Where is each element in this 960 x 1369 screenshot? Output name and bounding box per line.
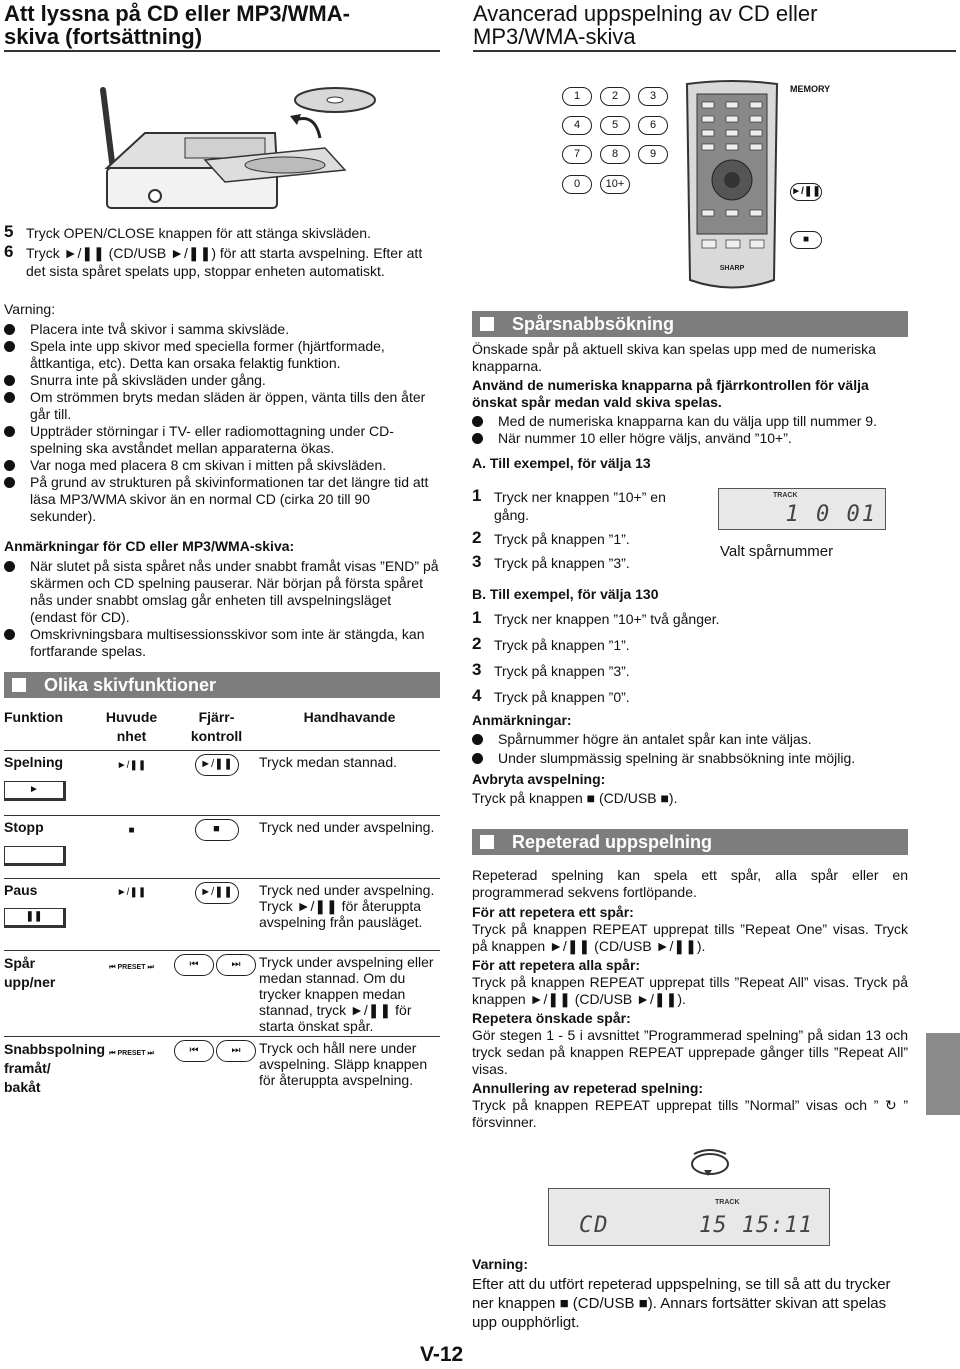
row-func-cell	[4, 754, 89, 815]
repeat-intro: Repeterad spelning kan spela ett spår, alla spår eller en programmerad sekvens fortlöpande.	[472, 867, 908, 900]
repeat-one-title: För att repetera ett spår:	[472, 904, 634, 920]
row-func: Paus	[4, 882, 38, 898]
section-square-icon	[480, 835, 494, 849]
step-5	[4, 224, 440, 242]
top-steps	[4, 224, 440, 280]
bottom-warning-title: Varning:	[472, 1256, 529, 1272]
lcd-caption: Valt spårnummer	[720, 543, 834, 560]
warning-item: Snurra inte på skivsläden under gång.	[4, 372, 440, 389]
example-b-step	[472, 662, 912, 680]
row-func: Spelning	[4, 754, 64, 770]
section-repeat-title: Repeterad uppspelning	[512, 832, 713, 852]
table-row	[4, 815, 440, 878]
step-num: 2	[472, 528, 482, 547]
num-key-5[interactable]: 5	[600, 116, 630, 135]
track-search-body	[472, 341, 912, 472]
track-notes-item: Spårnummer högre än antalet spår kan inte väljas.	[472, 731, 912, 748]
remote-fast-forward-key[interactable]: ⏭	[216, 1040, 256, 1062]
function-table-header	[4, 708, 440, 750]
display-pause-indicator: ❚❚	[4, 908, 66, 928]
row-func: Spår upp/ner	[4, 955, 56, 990]
lcd-track-value: 1 0 01	[785, 502, 877, 527]
step-num: 2	[472, 634, 482, 653]
right-title-line2: MP3/WMA-skiva	[473, 24, 636, 49]
num-key-2[interactable]: 2	[600, 87, 630, 106]
cancel-playback-title: Avbryta avspelning:	[472, 771, 606, 787]
step-num: 3	[472, 660, 482, 679]
repeat-all-text: Tryck på knappen REPEAT upprepat tills ”Repeat All” visas. Tryck på knappen ►/❚❚ (CD/USB ►/❚❚).	[472, 974, 908, 1007]
track-lcd-display	[718, 488, 886, 530]
step-num: 1	[472, 486, 482, 505]
header-main-unit	[89, 708, 174, 750]
example-b-step	[472, 688, 912, 706]
num-key-9[interactable]: 9	[638, 145, 668, 164]
bottom-warning-text: Efter att du utfört repeterad uppspelning, se till så att du trycker ner knappen ■ (CD/USB ■). Annars fortsätter skivan att spelas upp oupphörligt.	[472, 1276, 891, 1331]
left-title-line2: skiva (fortsättning)	[4, 24, 203, 49]
section-repeat	[472, 829, 908, 855]
warning-item: På grund av strukturen på skivinformationen tar det längre tid att läsa MP3/WMA skivor än en normal CD (cirka 20 till 90 sekunder).	[4, 474, 440, 525]
num-key-3[interactable]: 3	[638, 87, 668, 106]
table-row	[4, 1036, 440, 1120]
section-disc-functions	[4, 672, 440, 698]
step-num: 4	[472, 686, 482, 705]
num-key-6[interactable]: 6	[638, 116, 668, 135]
remote-stop-button[interactable]: ■	[790, 231, 822, 249]
lcd-track-time: 15 15:11	[699, 1213, 813, 1238]
remote-skip-keys	[174, 954, 259, 1036]
remote-cell	[174, 882, 259, 950]
warning-item: Var noga med placera 8 cm skivan i mitten på skivsläden.	[4, 457, 440, 474]
section-track-search	[472, 311, 908, 337]
step-text: Tryck på knappen ”3”.	[494, 555, 630, 571]
track-notes-item: Under slumpmässig spelning är snabbsökning inte möjlig.	[472, 750, 912, 767]
example-a-step	[472, 530, 702, 548]
row-func-cell	[4, 819, 89, 878]
memory-label: MEMORY	[790, 84, 831, 94]
lcd-source: CD	[579, 1213, 610, 1238]
main-preset-buttons[interactable]: ⏮ PRESET ⏭	[109, 964, 154, 971]
bottom-warning	[472, 1256, 912, 1332]
header-main-unit-line2: nhet	[116, 728, 147, 744]
row-operation: Tryck och håll nere under avspelning. Släpp knappen för återuppta avspelning.	[259, 1040, 428, 1088]
cancel-playback-text: Tryck på knappen ■ (CD/USB ■).	[472, 790, 678, 806]
num-key-10plus[interactable]: 10+	[600, 175, 630, 194]
example-b-step	[472, 610, 912, 628]
example-a-step	[472, 554, 702, 572]
track-intro: Önskade spår på aktuell skiva kan spelas upp med de numeriska knapparna.	[472, 341, 876, 374]
preset-label: PRESET	[117, 964, 146, 971]
left-title-rule	[4, 50, 440, 52]
remote-cell	[174, 819, 259, 878]
left-page-title	[4, 2, 350, 48]
left-title-line1: Att lyssna på CD eller MP3/WMA-	[4, 1, 350, 26]
remote-play-pause-button[interactable]: ►/❚❚	[790, 183, 822, 201]
step-6	[4, 244, 440, 280]
section-track-search-title: Spårsnabbsökning	[512, 314, 675, 334]
example-a-steps	[472, 488, 702, 572]
main-play-pause-button[interactable]: ►/❚❚	[116, 887, 147, 898]
num-key-8[interactable]: 8	[600, 145, 630, 164]
section-square-icon	[480, 317, 494, 331]
num-key-1[interactable]: 1	[562, 87, 592, 106]
remote-rewind-key[interactable]: ⏮	[174, 1040, 214, 1062]
step-num: 3	[472, 552, 482, 571]
section-square-icon	[12, 678, 26, 692]
preset-label: PRESET	[117, 1050, 146, 1057]
example-a-title: A. Till exempel, för välja 13	[472, 455, 651, 471]
cd-notes-item: När slutet på sista spåret nås under snabbt framåt visas ”END” på skärmen och CD spelning pauserar. När början på första spåret nås under snabbt omslag går enheten till avspelningsläget (endast för CD).	[4, 558, 440, 626]
table-row	[4, 750, 440, 815]
right-title-line1: Avancerad uppspelning av CD eller	[473, 1, 818, 26]
track-notes-title: Anmärkningar:	[472, 712, 572, 728]
warning-item: Uppträder störningar i TV- eller radiomottagning under CD-spelning ska avståndet mellan apparaterna ökas.	[4, 423, 440, 457]
warning-item: Placera inte två skivor i samma skivsläde.	[4, 321, 440, 338]
lcd-track-label: TRACK	[773, 492, 798, 499]
row-operation: Tryck ned under avspelning. Tryck ►/❚❚ för återuppta avspelning från pausläget.	[259, 882, 435, 930]
remote-search-keys	[174, 1040, 259, 1120]
row-operation: Tryck medan stannad.	[259, 754, 397, 770]
warning-item: Spela inte upp skivor med speciella former (hjärtformade, åttkantiga, etc). Detta kan orsaka felaktig funktion.	[4, 338, 440, 372]
remote-stop-key[interactable]: ■	[195, 819, 239, 841]
remote-brand: SHARP	[719, 265, 745, 272]
main-preset-buttons[interactable]: ⏮ PRESET ⏭	[109, 1050, 154, 1057]
right-title-rule	[473, 50, 956, 52]
display-stop-indicator	[4, 846, 66, 866]
example-a-step	[472, 488, 702, 524]
warning-item: Om strömmen bryts medan släden är öppen, vänta tills den åter går till.	[4, 389, 440, 423]
num-key-7[interactable]: 7	[562, 145, 592, 164]
section-disc-functions-title: Olika skivfunktioner	[44, 675, 217, 695]
track-note-item: Med de numeriska knapparna kan du välja upp till nummer 9.	[472, 413, 912, 430]
repeat-one-text: Tryck på knappen REPEAT upprepat tills ”Repeat One” visas. Tryck på knappen ►/❚❚ (CD/USB ►/❚❚).	[472, 921, 908, 954]
example-b-title: B. Till exempel, för välja 130	[472, 586, 659, 602]
row-operation: Tryck under avspelning eller medan stannad. Om du trycker knappen medan stannad, tryck ►/❚❚ för starta önskat spår.	[259, 954, 434, 1034]
main-stop-button[interactable]: ■	[128, 825, 135, 836]
header-remote	[174, 708, 259, 750]
step-text: Tryck ner knappen ”10+” två gånger.	[494, 611, 720, 627]
warning-title: Varning:	[4, 301, 56, 317]
table-row	[4, 950, 440, 1036]
track-bold-instruction: Använd de numeriska knapparna på fjärrkontrollen för välja önskat spår medan vald skiva spelas.	[472, 377, 869, 410]
remote-control-icon	[682, 80, 782, 295]
display-play-indicator: ►	[4, 781, 66, 801]
row-func: Stopp	[4, 819, 44, 835]
repeat-cancel-title: Annullering av repeterad spelning:	[472, 1080, 704, 1096]
repeat-all-title: För att repetera alla spår:	[472, 957, 641, 973]
main-play-pause-button[interactable]: ►/❚❚	[116, 760, 147, 771]
track-note-item: När nummer 10 eller högre väljs, använd ”10+”.	[472, 430, 912, 447]
cd-unit-illustration	[85, 78, 440, 223]
table-row	[4, 878, 440, 950]
right-page-title	[473, 2, 817, 48]
page-number: V-12	[420, 1343, 464, 1366]
step-6-num: 6	[4, 242, 14, 261]
header-function: Funktion	[4, 709, 64, 725]
repeat-selected-title: Repetera önskade spår:	[472, 1010, 631, 1026]
repeat-cancel-text: Tryck på knappen REPEAT upprepat tills ”Normal” visas och ” ↻ ” försvinner.	[472, 1097, 908, 1130]
example-b-block	[472, 586, 912, 807]
header-main-unit-line1: Huvude	[105, 709, 158, 725]
remote-skip-forward-key[interactable]: ⏭	[216, 954, 256, 976]
side-tab	[926, 1033, 960, 1115]
repeat-body	[472, 867, 908, 1131]
remote-play-pause-key[interactable]: ►/❚❚	[195, 882, 239, 904]
cd-notes-block	[4, 538, 440, 660]
header-operation: Handhavande	[303, 709, 396, 725]
remote-cell	[174, 754, 259, 815]
example-b-step	[472, 636, 912, 654]
step-num: 1	[472, 608, 482, 627]
step-text: Tryck på knappen ”3”.	[494, 663, 630, 679]
num-key-4[interactable]: 4	[562, 116, 592, 135]
function-table	[4, 708, 440, 1120]
repeat-selected-text: Gör stegen 1 - 5 i avsnittet ”Programmerad spelning” på sidan 13 och tryck sedan på knappen REPEAT upprepade gånger tills ”Repeat All” visas.	[472, 1027, 908, 1077]
step-5-text: Tryck OPEN/CLOSE knappen för att stänga skivsläden.	[26, 225, 371, 241]
row-operation: Tryck ned under avspelning.	[259, 819, 435, 835]
num-key-0[interactable]: 0	[562, 175, 592, 194]
cd-notes-title: Anmärkningar för CD eller MP3/WMA-skiva:	[4, 538, 295, 554]
step-text: Tryck på knappen ”0”.	[494, 689, 630, 705]
step-5-num: 5	[4, 222, 14, 241]
step-text: Tryck på knappen ”1”.	[494, 531, 630, 547]
warning-block	[4, 301, 440, 525]
row-func-cell	[4, 882, 89, 950]
step-text: Tryck ner knappen ”10+” en gång.	[494, 489, 666, 523]
step-6-text: Tryck ►/❚❚ (CD/USB ►/❚❚) för att starta avspelning. Efter att det sista spåret spelats upp, stoppar enheten automatiskt.	[26, 245, 423, 279]
remote-skip-back-key[interactable]: ⏮	[174, 954, 214, 976]
step-text: Tryck på knappen ”1”.	[494, 637, 630, 653]
cd-notes-item: Omskrivningsbara multisessionsskivor som inte är stängda, kan fortfarande spelas.	[4, 626, 440, 660]
header-remote-line2: kontroll	[190, 728, 243, 744]
lcd-track-label: TRACK	[715, 1199, 740, 1206]
row-func: Snabbspolning framåt/ bakåt	[4, 1041, 106, 1095]
repeat-lcd-display	[548, 1188, 830, 1246]
repeat-icon	[688, 1148, 732, 1178]
header-remote-line1: Fjärr-	[198, 709, 235, 725]
remote-play-pause-key[interactable]: ►/❚❚	[195, 754, 239, 776]
